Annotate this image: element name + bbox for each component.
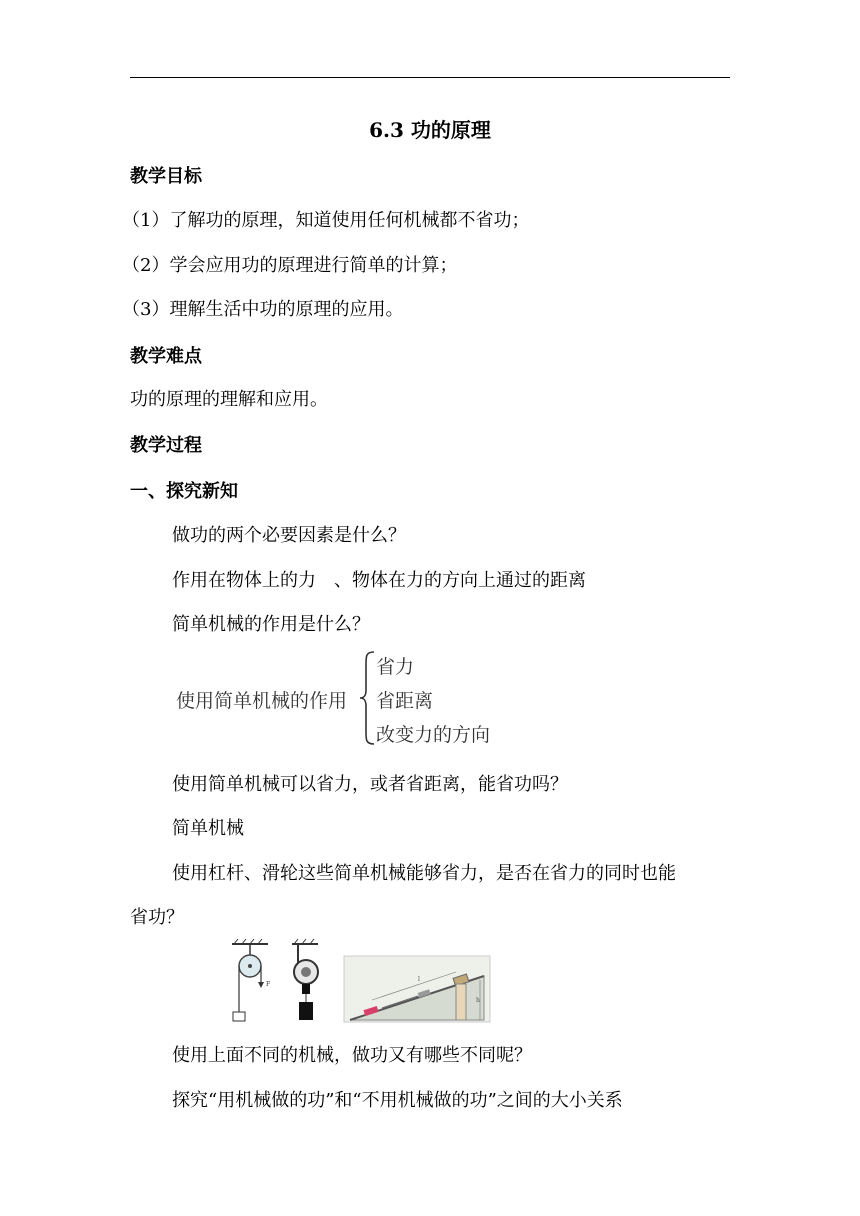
paragraph-long-line2: 省功？ xyxy=(130,907,184,928)
brace-icon xyxy=(358,650,376,746)
difficulty-heading: 教学难点 xyxy=(130,346,202,367)
machine-figures xyxy=(222,936,492,1028)
brace-lead: 使用简单机械的作用 xyxy=(176,690,348,712)
objective-2: （2）学会应用功的原理进行简单的计算； xyxy=(122,255,458,276)
paragraph-explore: 探究“用机械做的功”和“不用机械做的功”之间的大小关系 xyxy=(172,1090,623,1111)
pulley-force-label: F xyxy=(266,981,271,988)
simple-machine-functions xyxy=(170,648,510,748)
inclined-plane-figure xyxy=(344,956,490,1022)
question-3: 使用简单机械可以省力，或者省距离，能省功吗？ xyxy=(172,774,568,795)
difficulty-text: 功的原理的理解和应用。 xyxy=(130,389,328,410)
paragraph-long-line1: 使用杠杆、滑轮这些简单机械能够省力，是否在省力的同时也能 xyxy=(172,863,676,884)
brace-item-change-direction: 改变力的方向 xyxy=(376,724,491,746)
part1-heading: 一、探究新知 xyxy=(130,481,238,502)
header-rule xyxy=(130,77,730,78)
question-4: 使用上面不同的机械，做功又有哪些不同呢？ xyxy=(172,1045,532,1066)
question-1: 做功的两个必要因素是什么？ xyxy=(172,525,406,546)
movable-pulley-figure xyxy=(292,939,318,1020)
answer-1: 作用在物体上的力 、物体在力的方向上通过的距离 xyxy=(172,570,586,591)
paragraph-simple-machines: 简单机械 xyxy=(172,818,244,839)
incline-height-label: h xyxy=(476,997,480,1004)
fixed-pulley-figure xyxy=(232,939,270,1021)
process-heading: 教学过程 xyxy=(130,435,202,456)
brace-item-save-force: 省力 xyxy=(376,656,415,678)
objective-3: （3）理解生活中功的原理的应用。 xyxy=(122,299,404,320)
question-2: 简单机械的作用是什么？ xyxy=(172,614,370,635)
brace-item-save-distance: 省距离 xyxy=(376,690,434,712)
page-title: 6.3 功的原理 xyxy=(369,118,491,142)
objective-1: （1）了解功的原理，知道使用任何机械都不省功； xyxy=(122,210,530,231)
objectives-heading: 教学目标 xyxy=(130,166,202,187)
incline-length-label: l xyxy=(418,976,420,983)
machines-illustration xyxy=(222,936,492,1028)
